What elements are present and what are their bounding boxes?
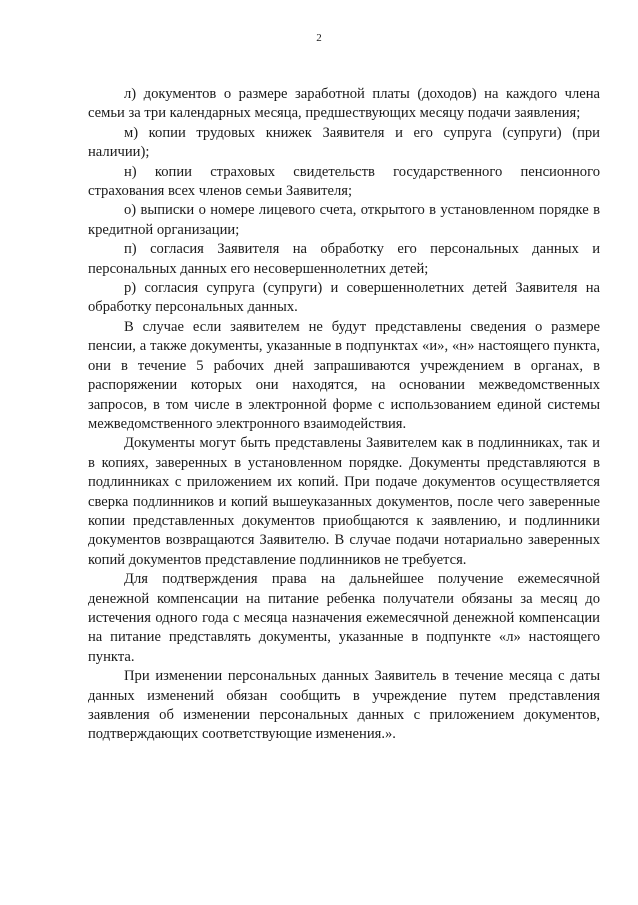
- document-body: [88, 85, 600, 745]
- paragraph-document-submission: Документы могут быть представлены Заявителем как в подлинниках, так и в копиях, заверенных в установленном порядке. Документы представляются в подлинниках с приложением их копий. При подаче документов осуществляется сверка подлинников и копий вышеуказанных документов, после чего заверенные копии представленных документов приобщаются к заявлению, и подлинники документов возвращаются Заявителю. В случае подачи нотариально заверенных копий документов представление подлинников не требуется.: [88, 435, 600, 568]
- paragraph-item-o: о) выписки о номере лицевого счета, открытого в установленном порядке в кредитной организации;: [88, 202, 600, 238]
- paragraph-right-confirmation: Для подтверждения права на дальнейшее получение ежемесячной денежной компенсации на питание ребенка получатели обязаны за месяц до истечения одного года с месяца назначения ежемесячной денежной компенсации на питание представлять документы, указанные в подпункте «л» настоящего пункта.: [88, 571, 600, 665]
- paragraph-personal-data-change: При изменении персональных данных Заявитель в течение месяца с даты данных изменений обязан сообщить в учреждение путем представления заявления об изменении персональных данных с приложением документов, подтверждающих соответствующие изменения.».: [88, 668, 600, 743]
- paragraph-item-r: р) согласия супруга (супруги) и совершеннолетних детей Заявителя на обработку персональных данных.: [88, 280, 600, 316]
- paragraph-missing-documents: В случае если заявителем не будут представлены сведения о размере пенсии, а также документы, указанные в подпунктах «и», «н» настоящего пункта, они в течение 5 рабочих дней запрашиваются учреждением в органах, в распоряжении которых они находятся, на основании межведомственных запросов, в том числе в электронной форме с использованием единой системы межведомственного электронного взаимодействия.: [88, 318, 600, 432]
- paragraph-item-p: п) согласия Заявителя на обработку его персональных данных и персональных данных его несовершеннолетних детей;: [88, 241, 600, 277]
- page-number: 2: [316, 32, 322, 44]
- paragraph-item-l: л) документов о размере заработной платы (доходов) на каждого члена семьи за три календарных месяца, предшествующих месяцу подачи заявления;: [88, 86, 600, 122]
- paragraph-item-n: н) копии страховых свидетельств государственного пенсионного страхования всех членов семьи Заявителя;: [88, 163, 600, 200]
- paragraph-item-m: м) копии трудовых книжек Заявителя и его супруга (супруги) (при наличии);: [88, 124, 600, 161]
